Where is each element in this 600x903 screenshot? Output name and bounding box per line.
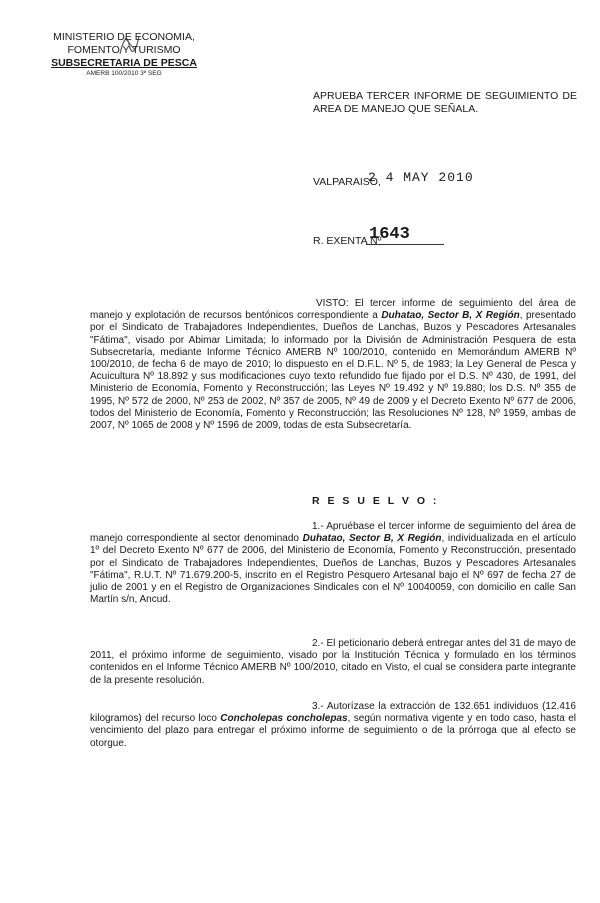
letterhead-ministry-2: FOMENTO Y TURISMO [67, 44, 181, 56]
visto-area-name: Duhatao, Sector B, X Región [381, 310, 520, 322]
resolution-subject: APRUEBA TERCER INFORME DE SEGUIMIENTO DE AREA DE MANEJO QUE SEÑALA. [313, 90, 577, 115]
resolution-label: R. EXENTA Nº [313, 235, 382, 247]
letterhead-ministry: MINISTERIO DE ECONOMIA, [53, 31, 195, 43]
item-2-text: 2.- El peticionario deberá entregar antes del 31 de mayo de 2011, el próximo informe de seguimiento, visado por la Institución Técnica y formulado en los términos contenidos en el Informe Técnico AMERB Nº 100/2010, citado en Visto, el cual se considera parte integrante de la presente resolución. [90, 638, 576, 686]
letterhead-reference: AMERB 100/2010 3ª SEG [86, 70, 162, 77]
item-3-text-1: 3.- Autorízase la extracción de 132.651 individuos (12.416 kilogramos) del recurso loco [90, 701, 576, 725]
resuelvo-heading: R E S U E L V O : [312, 495, 439, 507]
visto-text-1: El tercer informe de seguimiento del área de manejo y explotación de recursos bentónicos correspondiente a [90, 298, 576, 322]
item-2-paragraph [90, 638, 576, 687]
item-1-text-2: , individualizada en el artículo 1º del Decreto Exento Nº 677 de 2006, del Ministerio de Economía, Fomento y Reconstrucción, presentado por el Sindicato de Trabajadores Independientes, Dueños de Lanchas, Buzos y Pescadores Artesanales "Fátima", R.U.T. Nº 71.679.200-5, inscrito en el Registro Pesquero Artesanal bajo el Nº 697 de fecha 27 de julio de 2001 y en el Registro de Organizaciones Sindicales con el Nº 10040059, con domicilio en calle San Martín s/n, Ancud. [90, 533, 576, 606]
item-1-text-1: 1.- Apruébase el tercer informe de seguimiento del área de manejo correspondiente al sector denominado [90, 521, 576, 545]
item-3-paragraph [90, 701, 576, 750]
visto-text-2: , presentado por el Sindicato de Trabajadores Independientes, Dueños de Lanchas, Buzos y Pescadores Artesanales "Fátima", visado por Abimar Limitada; lo informado por la División de Administración Pesquera de esta Subsecretaría, mediante Informe Técnico AMERB Nº 100/2010, contenido en Memorándum AMERB Nº 100/2010, de fecha 6 de mayo de 2010; lo dispuesto en el D.F.L. Nº 5, de 1983; la Ley General de Pesca y Acuicultura Nº 18.892 y sus modificaciones cuyo texto refundido fue fijado por el D.S. Nº 430, de 1991, del Ministerio de Economía, Fomento y Reconstrucción; las Leyes Nº 19.492 y Nº 19.880; los D.S. Nº 355 de 1995, Nº 572 de 2000, Nº 253 de 2002, Nº 357 de 2005, Nº 49 de 2009 y el Decreto Exento Nº 677 de 2006, todos del Ministerio de Economía, Fomento y Reconstrucción; las Resoluciones Nº 128, Nº 1959, ambas de 2007, Nº 1065 de 2008 y Nº 1596 de 2009, todas de esta Subsecretaría. [90, 310, 576, 432]
issue-date-stamp: 2 4 MAY 2010 [368, 170, 474, 185]
resolution-number: 1643 [369, 225, 410, 244]
signature-mark [117, 30, 143, 58]
item-1-paragraph [90, 521, 576, 606]
letterhead-subsecretaria: SUBSECRETARIA DE PESCA [51, 57, 197, 69]
item-3-species-name: Concholepas concholepas [220, 713, 348, 725]
visto-lead: VISTO: [316, 298, 349, 309]
item-1-area-name: Duhatao, Sector B, X Región [302, 533, 442, 545]
item-3-text-2: , según normativa vigente y en todo caso, hasta el vencimiento del plazo para entregar el próximo informe de seguimiento o de la prórroga que al efecto se otorgue. [90, 713, 576, 749]
visto-paragraph [90, 298, 576, 432]
issue-place: VALPARAISO, [313, 176, 381, 188]
resolution-underline [366, 244, 444, 245]
